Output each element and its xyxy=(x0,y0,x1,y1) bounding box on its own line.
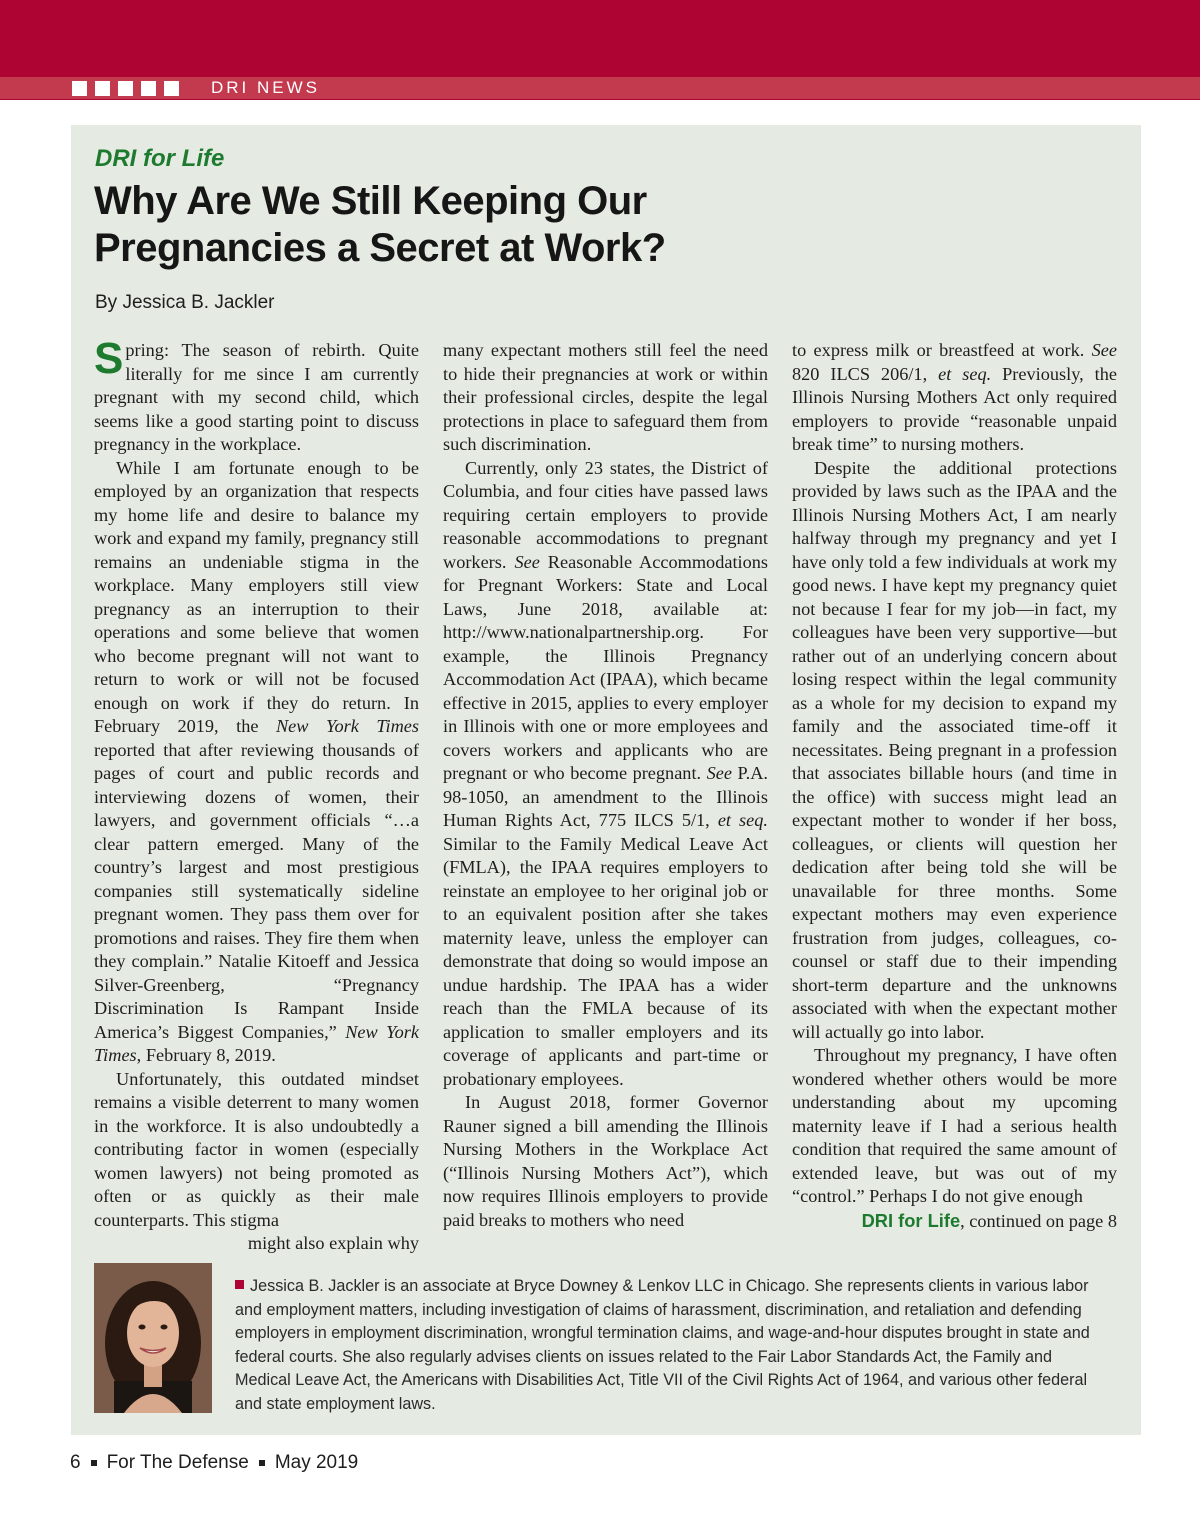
paragraph: to express milk or breastfeed at work. See 820 ILCS 206/1, et seq. Previously, the Illinois Nursing Mothers Act only required employers to provide “reasonable unpaid break time” to nursing mothers. xyxy=(792,340,1118,454)
continued-note: DRI for Life, continued on page 8 xyxy=(861,1209,1117,1231)
paragraph-tail: might also explain why xyxy=(247,1233,419,1253)
section-strip xyxy=(0,77,1200,99)
footer-separator xyxy=(91,1460,97,1466)
paragraph: While I am fortunate enough to be employed by an organization that respects my home life and desire to balance my work and expand my family, pregnancy still remains an undeniable stigma in the workplace. Many employers still view pregnancy as an interruption to their operations and some believe that women who become pregnant will not want to return to work or will not be focused enough on work if they do return. In February 2019, the New York Times reported that after reviewing thousands of pages of court and public records and interviewing dozens of women, their lawyers, and government officials “…a clear pattern emerged. Many of the country’s largest and most prestigious companies still systematically sideline pregnant women. They pass them over for promotions and raises. They fire them when they complain.” Natalie Kitoeff and Jessica Silver-Greenberg, “Pregnancy Discrimination Is Rampant Inside America’s Biggest Companies,” New York Times, February 8, 2019. xyxy=(94,457,420,1065)
paragraph: Currently, only 23 states, the District of Columbia, and four cities have passed laws requiring certain employers to provide reasonable accommodations to pregnant workers. See Reasonable Accommodations for Pregnant Workers: State and Local Laws, June 2018, available at: http://www.nationalpartnership.org. For example, the Illinois Pregnancy Accommodation Act (IPAA), which became effective in 2015, applies to every employer in Illinois with one or more employees and covers workers and applicants who are pregnant or who become pregnant. See P.A. 98-1050, an amendment to the Illinois Human Rights Act, 775 ILCS 5/1, et seq. Similar to the Family Medical Leave Act (FMLA), the IPAA requires employers to reinstate an employee to her original job or to an equivalent position after she takes maternity leave, unless the employer can demonstrate that doing so would impose an undue hardship. The IPAA has a wider reach than the FMLA because of its application to smaller employers and its coverage of applicants and part-time or probationary employees. xyxy=(443,457,769,1089)
title-line-2: Pregnancies a Secret at Work? xyxy=(94,226,666,270)
section-label: DRI NEWS xyxy=(211,78,320,97)
continued-label: DRI for Life xyxy=(861,1209,961,1231)
page-number: 6 xyxy=(70,1452,81,1473)
author-bio: Jessica B. Jackler is an associate at Bryce Downey & Lenkov LLC in Chicago. She represents clients in various labor and employment matters, including investigation of claims of harassment, discrimination, and retaliation and defending employers in employment discrimination, wrongful termination claims, and wage-and-hour disputes brought in state and federal courts. She also regularly advises clients on issues related to the Fair Labor Standards Act, the Family and Medical Leave Act, the Americans with Disabilities Act, Title VII of the Civil Rights Act of 1964, and various other federal and state employment laws. xyxy=(235,1277,1090,1413)
drop-cap: S xyxy=(94,334,124,383)
article-title xyxy=(94,178,854,272)
column-2 xyxy=(443,339,768,1232)
page-footer xyxy=(70,1452,358,1474)
title-line-1: Why Are We Still Keeping Our xyxy=(94,179,647,223)
paragraph: many expectant mothers still feel the need to hide their pregnancies at work or within their professional circles, despite the legal protections in place to safeguard them from such discrimination. xyxy=(443,340,768,454)
paragraph: In August 2018, former Governor Rauner signed a bill amending the Illinois Nursing Mothers in the Workplace Act (“Illinois Nursing Mothers Act”), which now requires Illinois employers to provide paid breaks to mothers who need xyxy=(443,1092,768,1230)
bio-bullet xyxy=(235,1280,244,1289)
paragraph: Throughout my pregnancy, I have often wondered whether others would be more understanding about my upcoming maternity leave if I had a serious health condition that required the same amount of extended leave, but was out of my “control.” Perhaps I do not give enough xyxy=(792,1045,1117,1206)
section-squares xyxy=(72,81,187,96)
issue-date: May 2019 xyxy=(274,1452,359,1473)
article-kicker: DRI for Life xyxy=(95,145,225,172)
paragraph: Spring: The season of rebirth. Quite literally for me since I am currently pregnant with my second child, which seems like a good starting point to discuss pregnancy in the workplace. xyxy=(94,334,419,454)
publication-name: For The Defense xyxy=(106,1452,249,1473)
paragraph: Despite the additional protections provided by laws such as the IPAA and the Illinois Nursing Mothers Act, I am nearly halfway through my pregnancy and yet I have only told a few individuals at work my good news. I have kept my pregnancy quiet not because I fear for my job—in fact, my colleagues have been very supportive—but rather out of an underlying concern about losing respect within the legal community as a whole for my decision to expand my family and the associated time-off it necessitates. Being pregnant in a profession that associates billable hours (and time in the office) with success might lead an expectant mother to wonder if her boss, colleagues, or clients will question her dedication after being told she will be unavailable for three months. Some expectant mothers may even experience frustration from judges, colleagues, co-counsel or staff due to their impending short-term departure and the unknowns associated with when the expectant mother will actually go into labor. xyxy=(792,457,1117,1042)
column-1 xyxy=(94,334,420,1256)
author-photo xyxy=(94,1263,212,1413)
column-3 xyxy=(792,339,1117,1233)
paragraph: Unfortunately, this outdated mindset remains a visible deterrent to many women in the workforce. It is also undoubtedly a contributing factor in women (especially women lawyers) not being promoted as often or as quickly as their male counterparts. This stigma xyxy=(94,1068,419,1230)
byline: By Jessica B. Jackler xyxy=(95,292,275,313)
footer-separator xyxy=(259,1460,265,1466)
